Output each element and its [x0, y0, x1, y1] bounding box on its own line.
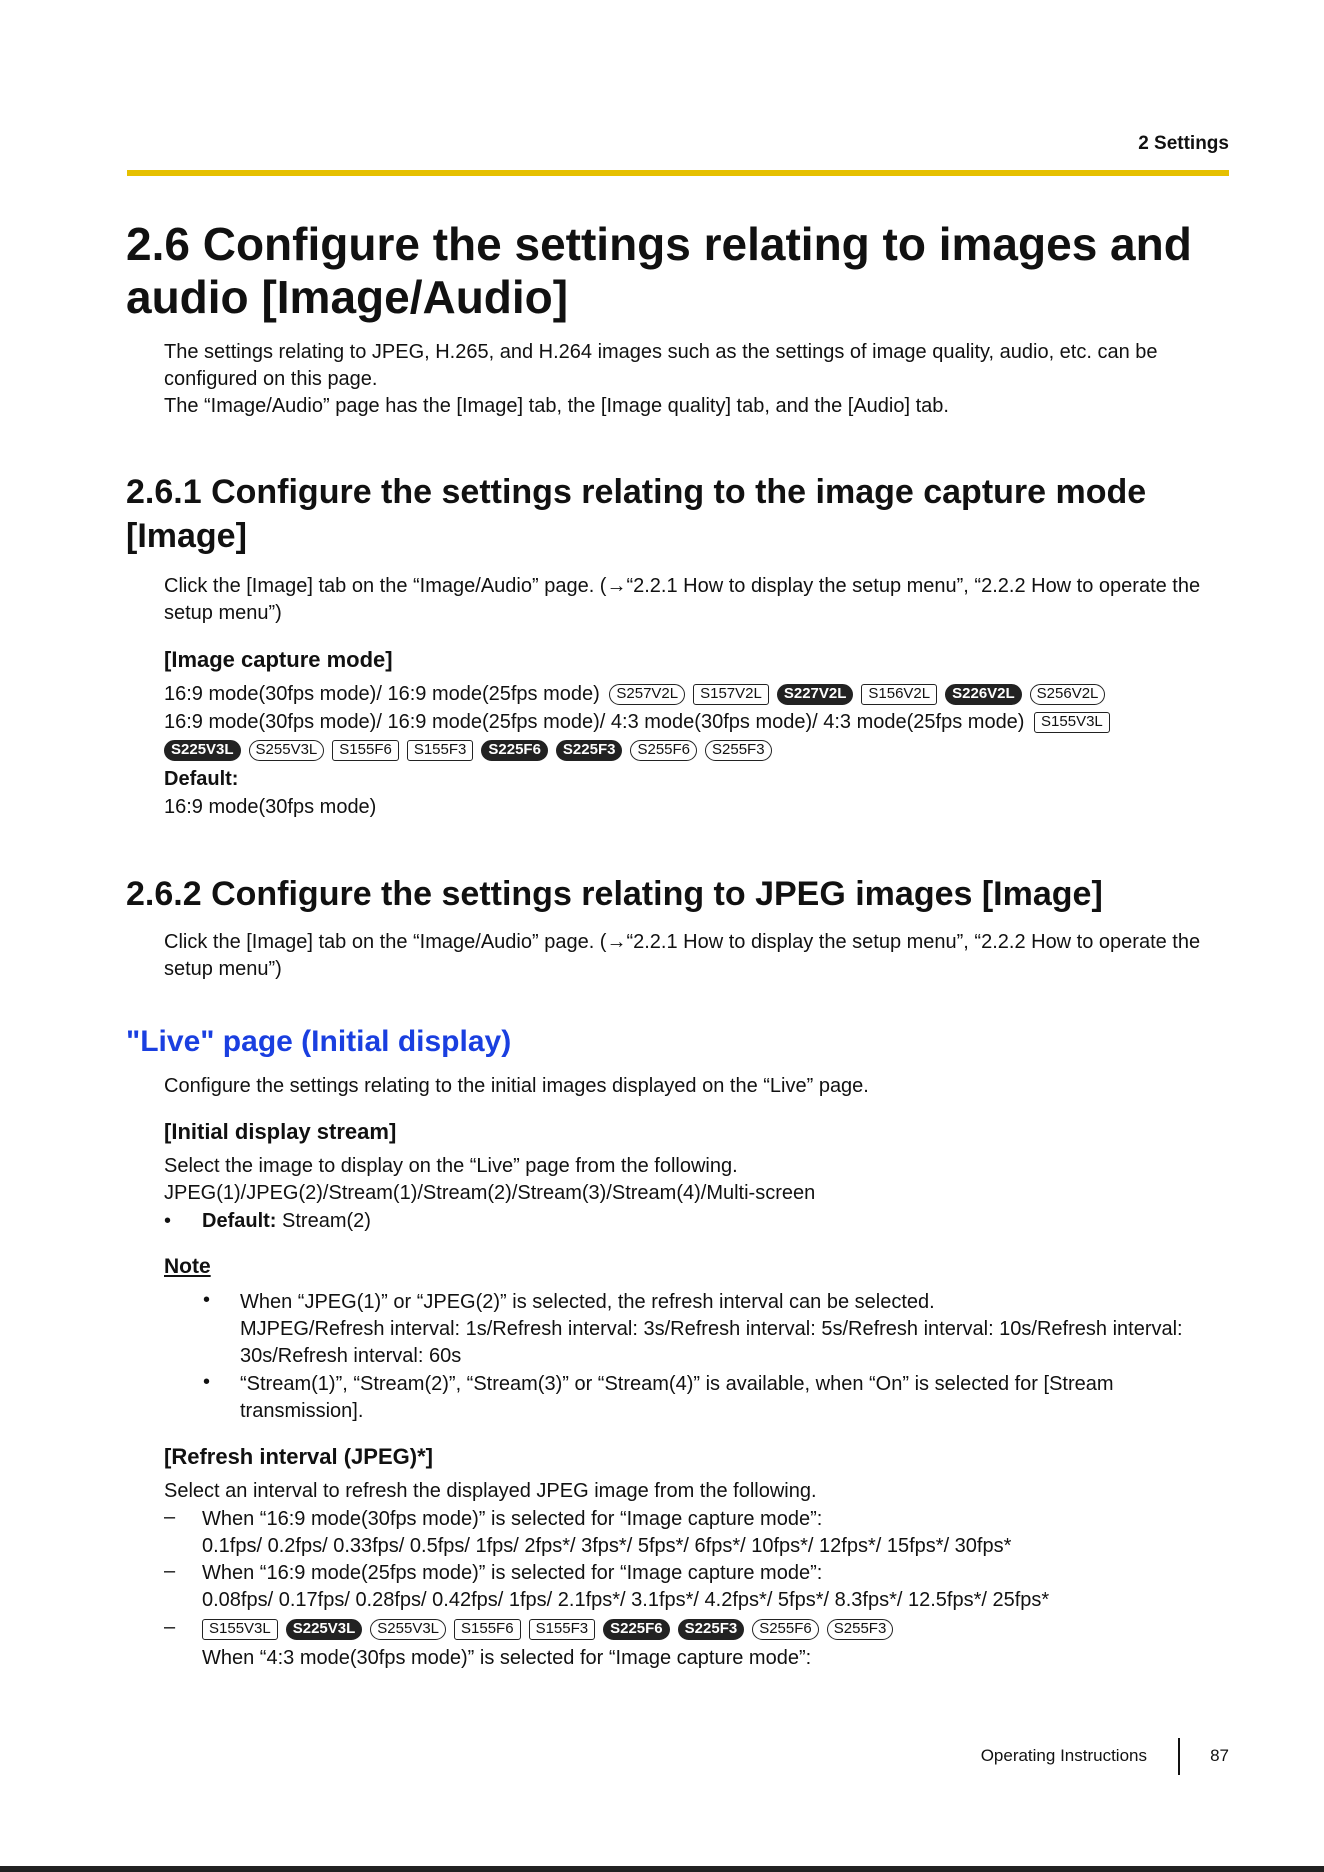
refresh-option-2-values: 0.08fps/ 0.17fps/ 0.28fps/ 0.42fps/ 1fps/ 2.1fps*/ 3.1fps*/ 4.2fps*/ 5fps*/ 8.3fps*/ 12.5fps*/ 25fps*: [202, 1589, 1050, 1611]
model-badge: S255F3: [827, 1619, 894, 1640]
capture-mode-text-2: 16:9 mode(30fps mode)/ 16:9 mode(25fps mode)/ 4:3 mode(30fps mode)/ 4:3 mode(25fps mode): [164, 711, 1025, 733]
capture-mode-text-1: 16:9 mode(30fps mode)/ 16:9 mode(25fps mode): [164, 683, 600, 705]
section-2-6-1-text: Click the [Image] tab on the “Image/Audio” page. (→“2.2.1 How to display the setup menu”, “2.2.2 How to operate the setup menu”): [164, 575, 1201, 624]
section-2-6-1-title: 2.6.1 Configure the settings relating to the image capture mode [Image]: [126, 473, 1147, 555]
page-title: 2.6 Configure the settings relating to images and audio [Image/Audio]: [126, 218, 1192, 323]
model-badge: S157V2L: [693, 684, 769, 705]
stream-text-1: Select the image to display on the “Live” page from the following.: [164, 1155, 738, 1177]
model-badge: S225F3: [678, 1619, 745, 1640]
stream-text-2: JPEG(1)/JPEG(2)/Stream(1)/Stream(2)/Stream(3)/Stream(4)/Multi-screen: [164, 1182, 816, 1204]
refresh-option-1: [202, 1506, 1232, 1560]
bullet: •: [203, 1371, 211, 1393]
model-badge: S155V3L: [202, 1619, 278, 1640]
stream-default-label: Default:: [202, 1210, 277, 1232]
model-badge: S255F6: [630, 740, 697, 761]
model-badge: S256V2L: [1030, 684, 1106, 705]
refresh-option-3-condition: When “4:3 mode(30fps mode)” is selected for “Image capture mode”:: [202, 1647, 812, 1669]
model-badge: S155F3: [529, 1619, 596, 1640]
model-badge: S225F6: [481, 740, 548, 761]
refresh-option-3-badges: [198, 1616, 1228, 1643]
note-1: [240, 1289, 1230, 1370]
initial-display-stream-heading: [Initial display stream]: [164, 1119, 397, 1144]
bullet: •: [203, 1289, 211, 1311]
model-badge: S255V3L: [249, 740, 325, 761]
model-badge: S257V2L: [609, 684, 685, 705]
capture-mode-line-1: [164, 681, 1234, 708]
capture-mode-line-2: [164, 709, 1234, 736]
model-badge: S156V2L: [861, 684, 937, 705]
note-1-detail: MJPEG/Refresh interval: 1s/Refresh interval: 3s/Refresh interval: 5s/Refresh interval: 10s/Refresh interval: 30s/Refresh interval: 60s: [240, 1318, 1183, 1367]
model-badge: S155F6: [454, 1619, 521, 1640]
refresh-text: Select an interval to refresh the displayed JPEG image from the following.: [164, 1480, 817, 1502]
dash: –: [164, 1560, 176, 1582]
refresh-interval-heading: [Refresh interval (JPEG)*]: [164, 1444, 433, 1469]
model-badge: S155V3L: [1034, 712, 1110, 733]
dash: –: [164, 1506, 176, 1528]
stream-default: [164, 1208, 1234, 1235]
live-page-text: Configure the settings relating to the initial images displayed on the “Live” page.: [164, 1075, 869, 1097]
refresh-option-2-condition: When “16:9 mode(25fps mode)” is selected for “Image capture mode”:: [202, 1562, 823, 1584]
refresh-option-2: [202, 1560, 1232, 1614]
dash: –: [164, 1616, 176, 1638]
model-badge: S255F3: [705, 740, 772, 761]
bullet: •: [164, 1210, 172, 1232]
note-2: “Stream(1)”, “Stream(2)”, “Stream(3)” or “Stream(4)” is available, when “On” is selected for [Stream transmission].: [240, 1373, 1114, 1422]
page-number: 87: [1210, 1746, 1229, 1765]
default-label: Default:: [164, 768, 239, 790]
section-2-6-2-text: Click the [Image] tab on the “Image/Audio” page. (→“2.2.1 How to display the setup menu”, “2.2.2 How to operate the setup menu”): [164, 931, 1201, 980]
note-1-text: When “JPEG(1)” or “JPEG(2)” is selected, the refresh interval can be selected.: [240, 1291, 935, 1313]
model-badge: S225F3: [556, 740, 623, 761]
image-capture-mode-heading: [Image capture mode]: [164, 647, 393, 672]
model-badge: S226V2L: [945, 684, 1022, 705]
section-2-6-2-title: 2.6.2 Configure the settings relating to JPEG images [Image]: [126, 875, 1103, 913]
model-badge: S255V3L: [370, 1619, 446, 1640]
bottom-edge-band: [0, 1866, 1324, 1872]
model-badge: S225V3L: [164, 740, 241, 761]
section-label: 2 Settings: [1138, 133, 1229, 154]
footer-document-title: Operating Instructions: [980, 1746, 1147, 1765]
live-page-heading: "Live" page (Initial display): [126, 1025, 512, 1058]
default-value: 16:9 mode(30fps mode): [164, 796, 377, 818]
header-rule: [127, 170, 1229, 176]
refresh-option-1-condition: When “16:9 mode(30fps mode)” is selected for “Image capture mode”:: [202, 1508, 823, 1530]
intro-paragraph-1: The settings relating to JPEG, H.265, and H.264 images such as the settings of image quality, audio, etc. can be configured on this page.: [164, 341, 1158, 390]
model-badge: S155F3: [407, 740, 474, 761]
capture-mode-line-3: [160, 737, 1230, 764]
refresh-option-1-values: 0.1fps/ 0.2fps/ 0.33fps/ 0.5fps/ 1fps/ 2fps*/ 3fps*/ 5fps*/ 6fps*/ 10fps*/ 12fps*/ 15fps*/ 30fps*: [202, 1535, 1012, 1557]
model-badge: S225F6: [603, 1619, 670, 1640]
model-badge: S155F6: [332, 740, 399, 761]
intro-paragraph-2: The “Image/Audio” page has the [Image] tab, the [Image quality] tab, and the [Audio] tab.: [164, 395, 949, 417]
note-title: Note: [164, 1255, 211, 1278]
model-badge: S225V3L: [286, 1619, 363, 1640]
stream-default-value: Stream(2): [276, 1210, 371, 1232]
model-badge: S255F6: [752, 1619, 819, 1640]
footer-divider: [1178, 1738, 1180, 1775]
model-badge: S227V2L: [777, 684, 854, 705]
